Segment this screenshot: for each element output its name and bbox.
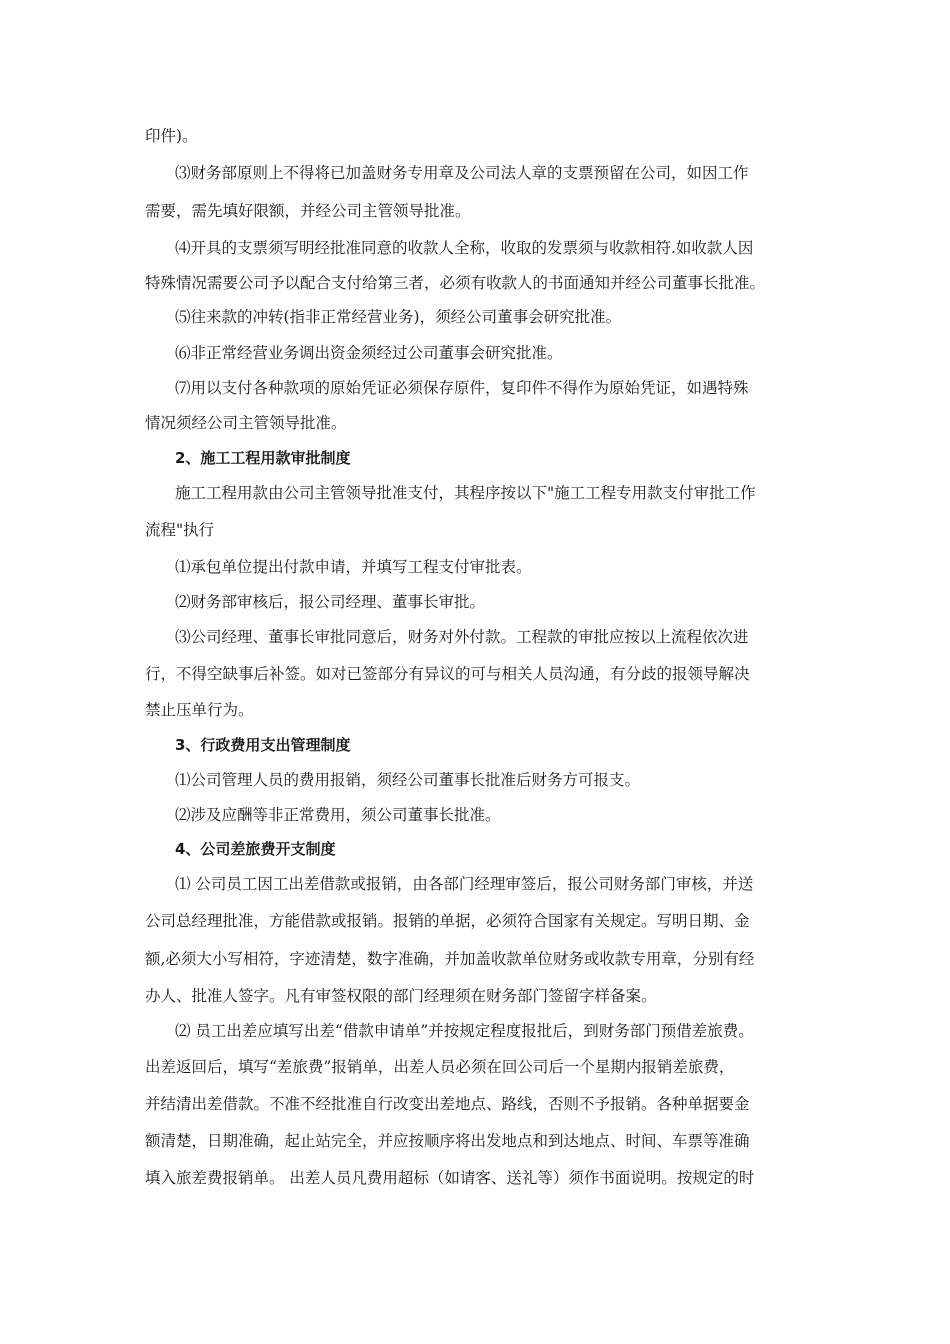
text-line: 公司总经理批准，方能借款或报销。报销的单据，必须符合国家有关规定。写明日期、金: [145, 912, 750, 930]
section-heading: 3、行政费用支出管理制度: [175, 736, 351, 754]
text-line: 需要，需先填好限额，并经公司主管领导批准。: [145, 202, 471, 220]
text-line: 施工工程用款由公司主管领导批准支付，其程序按以下"施工工程专用款支付审批工作: [175, 484, 756, 502]
text-line: 额清楚，日期准确，起止站完全，并应按顺序将出发地点和到达地点、时间、车票等准确: [145, 1132, 750, 1150]
text-line: ⑵财务部审核后，报公司经理、董事长审批。: [175, 593, 486, 611]
text-line: ⑶公司经理、董事长审批同意后，财务对外付款。工程款的审批应按以上流程依次进: [175, 628, 749, 646]
section-heading: 2、施工工程用款审批制度: [175, 449, 351, 467]
section-heading: 4、公司差旅费开支制度: [175, 840, 336, 858]
text-line: ⑵ 员工出差应填写出差“借款申请单”并按规定程度报批后，到财务部门预借差旅费。: [175, 1022, 754, 1040]
text-line: 出差返回后，填写“差旅费”报销单，出差人员必须在回公司后一个星期内报销差旅费，: [145, 1058, 735, 1076]
text-line: 印件)。: [145, 127, 198, 145]
text-line: 并结清出差借款。不准不经批准自行改变出差地点、路线，否则不予报销。各种单据要金: [145, 1095, 750, 1113]
text-line: 特殊情况需要公司予以配合支付给第三者，必须有收款人的书面通知并经公司董事长批准。: [145, 274, 766, 292]
text-line: ⑷开具的支票须写明经批准同意的收款人全称，收取的发票须与收款相符.如收款人因: [175, 239, 754, 257]
text-line: 额,必须大小写相符，字迹清楚，数字准确，并加盖收款单位财务或收款专用章，分别有经: [145, 950, 755, 968]
text-line: ⑸往来款的冲转(指非正常经营业务)，须经公司董事会研究批准。: [175, 308, 622, 326]
text-line: 情况须经公司主管领导批准。: [145, 414, 347, 432]
text-line: ⑶财务部原则上不得将已加盖财务专用章及公司法人章的支票预留在公司，如因工作: [175, 164, 749, 182]
text-line: ⑹非正常经营业务调出资金须经过公司董事会研究批准。: [175, 344, 563, 362]
text-line: 填入旅差费报销单。 出差人员凡费用超标（如请客、送礼等）须作书面说明。按规定的时: [145, 1169, 755, 1187]
text-line: 禁止压单行为。: [145, 701, 254, 719]
text-line: 办人、批准人签字。凡有审签权限的部门经理须在财务部门签留字样备案。: [145, 987, 657, 1005]
text-line: ⑴ 公司员工因工出差借款或报销，由各部门经理审签后，报公司财务部门审核，并送: [175, 875, 754, 893]
text-line: ⑴公司管理人员的费用报销，须经公司董事长批准后财务方可报支。: [175, 771, 641, 789]
text-line: ⑵涉及应酬等非正常费用，须公司董事长批准。: [175, 806, 501, 824]
text-line: ⑺用以支付各种款项的原始凭证必须保存原件，复印件不得作为原始凭证，如遇特殊: [175, 379, 749, 397]
text-line: ⑴承包单位提出付款申请，并填写工程支付审批表。: [175, 558, 532, 576]
text-line: 行，不得空缺事后补签。如对已签部分有异议的可与相关人员沟通，有分歧的报领导解决: [145, 665, 750, 683]
text-line: 流程"执行: [145, 521, 215, 539]
